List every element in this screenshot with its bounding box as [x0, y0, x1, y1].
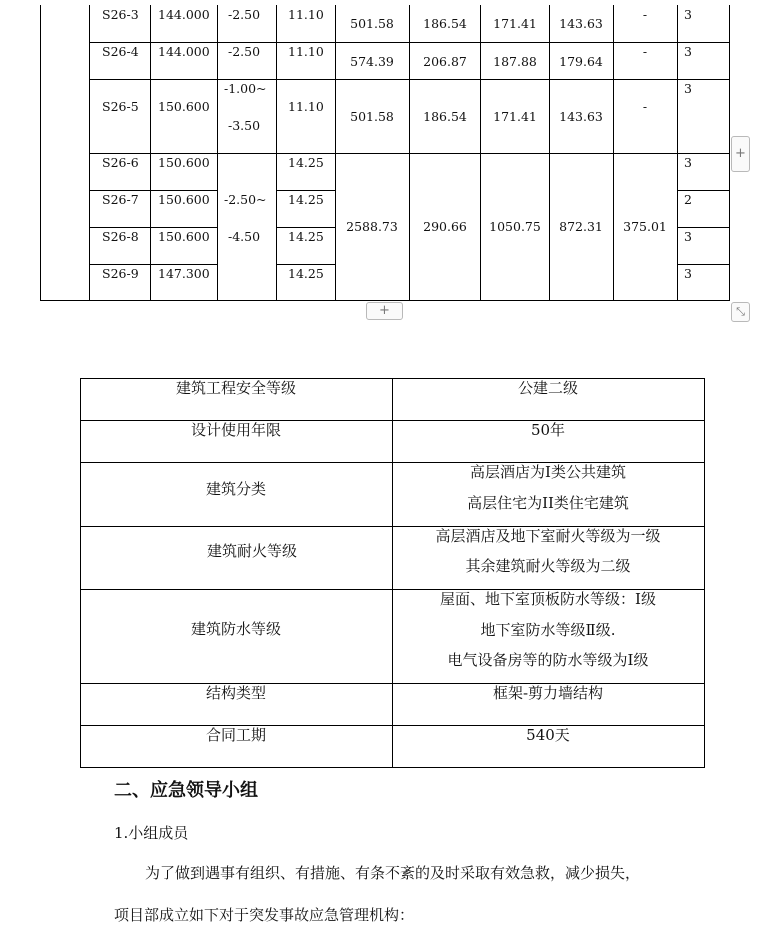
- cell-elevation: 150.600: [158, 155, 210, 170]
- info-value: 540天: [526, 726, 570, 744]
- info-value: 框架-剪力墙结构: [492, 684, 604, 702]
- info-value: 屋面、地下室顶板防水等级：Ⅰ级: [440, 590, 656, 608]
- info-value: 高层酒店及地下室耐火等级为一级: [435, 527, 661, 545]
- add-column-button[interactable]: +: [731, 136, 750, 172]
- cell-value: 171.41: [493, 16, 537, 31]
- cell-value: 11.10: [288, 44, 324, 59]
- info-value: 50年: [530, 421, 566, 439]
- cell-value: 3: [684, 81, 692, 96]
- table-resize-handle[interactable]: ⤡: [731, 302, 750, 322]
- cell-value: -: [642, 7, 648, 22]
- cell-elevation: 144.000: [158, 44, 210, 59]
- cell-value: 872.31: [559, 219, 603, 234]
- info-value: 高层酒店为Ⅰ类公共建筑: [470, 463, 626, 481]
- info-label: 建筑工程安全等级: [175, 379, 297, 397]
- cell-value: 501.58: [350, 109, 394, 124]
- cell-value: -: [642, 99, 648, 114]
- cell-value: -: [642, 44, 648, 59]
- info-label: 建筑分类: [205, 480, 267, 498]
- cell-value: 3: [684, 44, 692, 59]
- cell-value: 179.64: [559, 54, 603, 69]
- cell-id: S26-9: [102, 266, 139, 281]
- cell-value: 3: [684, 229, 692, 244]
- cell-id: S26-8: [102, 229, 139, 244]
- cell-value: 186.54: [423, 109, 467, 124]
- cell-elevation: 150.600: [158, 192, 210, 207]
- info-value: 地下室防水等级Ⅱ级.: [480, 621, 616, 639]
- cell-value: 143.63: [559, 109, 603, 124]
- cell-depth: -3.50: [228, 118, 261, 133]
- cell-value: 171.41: [493, 109, 537, 124]
- add-row-button[interactable]: +: [366, 302, 403, 320]
- cell-value: 206.87: [423, 54, 467, 69]
- cell-value: 14.25: [288, 266, 324, 281]
- cell-id: S26-4: [102, 44, 139, 59]
- info-value: 公建二级: [517, 379, 579, 397]
- paragraph-line: 为了做到遇事有组织、有措施、有条不紊的及时采取有效急救，减少损失，: [145, 864, 641, 882]
- cell-elevation: 144.000: [158, 7, 210, 22]
- cell-value: 187.88: [493, 54, 537, 69]
- cell-value: 375.01: [623, 219, 667, 234]
- info-value: 其余建筑耐火等级为二级: [465, 557, 631, 575]
- cell-value: 3: [684, 155, 692, 170]
- cell-depth: -2.50: [228, 44, 261, 59]
- cell-value: 3: [684, 266, 692, 281]
- cell-elevation: 150.600: [158, 99, 210, 114]
- cell-id: S26-3: [102, 7, 139, 22]
- info-label: 建筑耐火等级: [206, 542, 298, 560]
- info-label: 设计使用年限: [190, 421, 282, 439]
- cell-value: 186.54: [423, 16, 467, 31]
- subsection-heading: 1.小组成员: [114, 824, 189, 842]
- paragraph-line: 项目部成立如下对于突发事故应急管理机构：: [114, 906, 415, 924]
- cell-value: 143.63: [559, 16, 603, 31]
- cell-depth: -4.50: [228, 229, 261, 244]
- cell-value: 11.10: [288, 7, 324, 22]
- cell-value: 3: [684, 7, 692, 22]
- info-value: 电气设备房等的防水等级为Ⅰ级: [447, 651, 649, 669]
- cell-id: S26-7: [102, 192, 139, 207]
- cell-elevation: 150.600: [158, 229, 210, 244]
- info-label: 建筑防水等级: [190, 620, 282, 638]
- cell-depth: -2.50: [228, 7, 261, 22]
- cell-elevation: 147.300: [158, 266, 210, 281]
- cell-depth: -1.00~: [224, 81, 267, 96]
- cell-value: 2588.73: [346, 219, 398, 234]
- cell-depth: -2.50~: [224, 192, 267, 207]
- cell-value: 11.10: [288, 99, 324, 114]
- cell-value: 14.25: [288, 155, 324, 170]
- cell-value: 2: [684, 192, 692, 207]
- info-label: 结构类型: [205, 684, 267, 702]
- cell-value: 14.25: [288, 229, 324, 244]
- cell-id: S26-6: [102, 155, 139, 170]
- cell-value: 501.58: [350, 16, 394, 31]
- cell-value: 290.66: [423, 219, 467, 234]
- cell-value: 14.25: [288, 192, 324, 207]
- info-value: 高层住宅为ⅠⅠ类住宅建筑: [467, 494, 629, 512]
- cell-value: 574.39: [350, 54, 394, 69]
- section-heading: 二、应急领导小组: [114, 780, 258, 801]
- cell-id: S26-5: [102, 99, 139, 114]
- info-label: 合同工期: [205, 726, 267, 744]
- cell-value: 1050.75: [489, 219, 541, 234]
